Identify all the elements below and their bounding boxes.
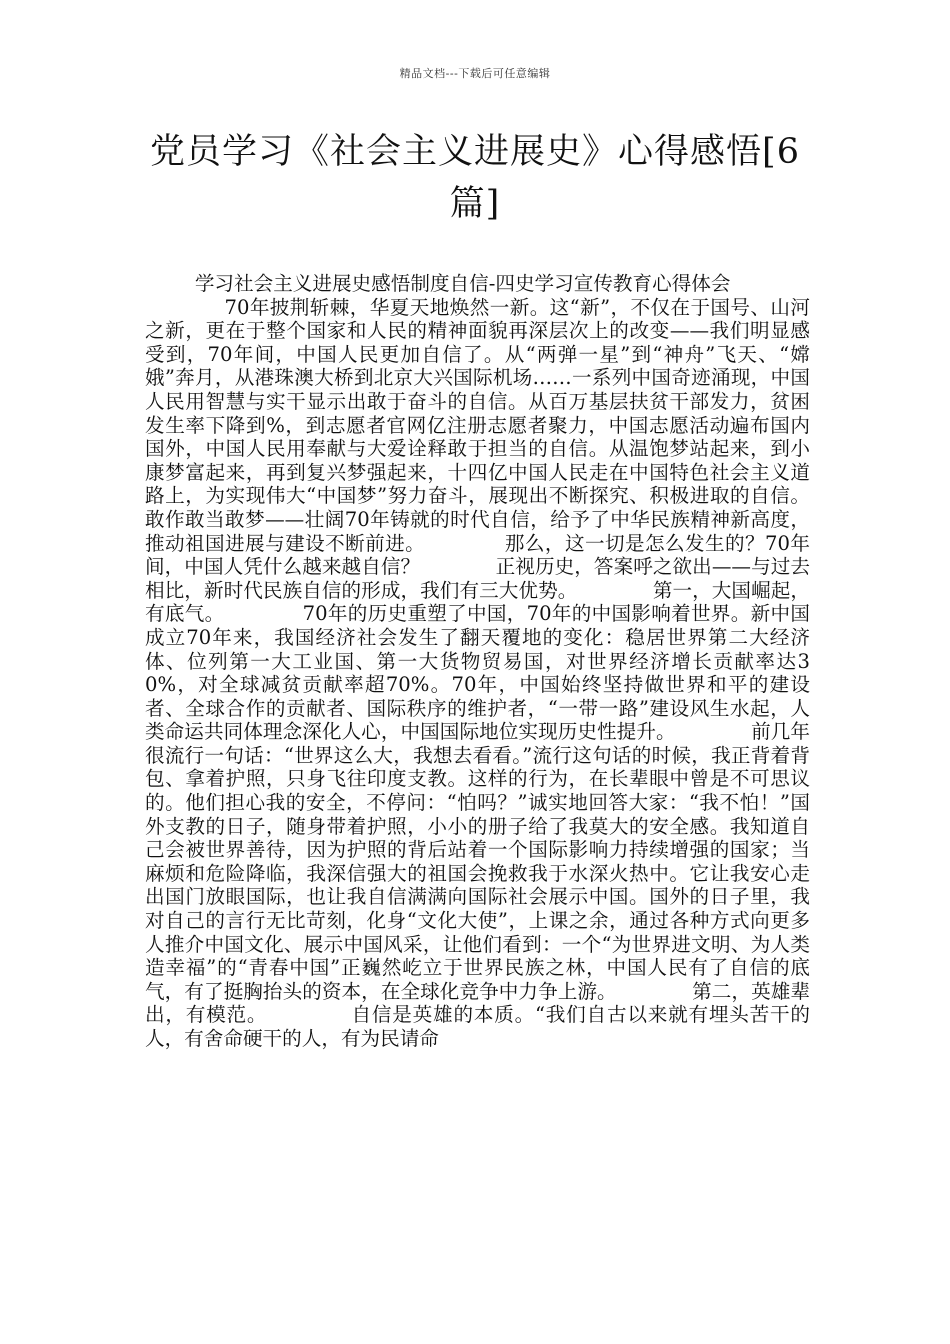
document-subtitle: 学习社会主义进展史感悟制度自信-四史学习宣传教育心得体会 [145, 272, 731, 295]
page-header: 精品文档---下载后可任意编辑 [399, 67, 551, 80]
document-title: 党员学习《社会主义进展史》心得感悟[6篇] [150, 132, 800, 224]
body-paragraph: 70年披荆斩棘，华夏天地焕然一新。这“新”，不仅在于国号、山河之新，更在于整个国家和人民的精神面貌再深层次上的改变——我们明显感受到，70年间，中国人民更加自信了。从“两弹一星”到“神舟”飞天、“嫦娥”奔月，从港珠澳大桥到北京大兴国际机场……一系列中国奇迹涌现，中国人民用智慧与实干显示出敢于奋斗的自信。从百万基层扶贫干部发力，贫困发生率下降到%，到志愿者官网亿注册志愿者聚力，中国志愿活动遍布国内国外，中国人民用奉献与大爱诠释敢于担当的自信。从温饱梦站起来，到小康梦富起来，再到复兴梦强起来，十四亿中国人民走在中国特色社会主义道路上，为实现伟大“中国梦”努力奋斗，展现出不断探究、积极进取的自信。敢作敢当敢梦——壮阔70年铸就的时代自信，给予了中华民族精神新高度，推动祖国进展与建设不断前进。 那么，这一切是怎么发生的？70年间，中国人凭什么越来越自信？ 正视历史，答案呼之欲出——与过去相比，新时代民族自信的形成，我们有三大优势。 第一，大国崛起，有底气。 70年的历史重塑了中国，70年的中国影响着世界。新中国成立70年来，我国经济社会发生了翻天覆地的变化：稳居世界第二大经济体、位列第一大工业国、第一大货物贸易国，对世界经济增长贡献率达30%，对全球减贫贡献率超70%。70年，中国始终坚持做世界和平的建设者、全球合作的贡献者、国际秩序的维护者，“一带一路”建设风生水起，人类命运共同体理念深化人心，中国国际地位实现历史性提升。 前几年很流行一句话：“世界这么大，我想去看看。”流行这句话的时候，我正背着背包、拿着护照，只身飞往印度支教。这样的行为，在长辈眼中曾是不可思议的。他们担心我的安全，不停问：“怕吗？”诚实地回答大家：“我不怕！”国外支教的日子，随身带着护照，小小的册子给了我莫大的安全感。我知道自己会被世界善待，因为护照的背后站着一个国际影响力持续增强的国家；当麻烦和危险降临，我深信强大的祖国会挽救我于水深火热中。它让我安心走出国门放眼国际，也让我自信满满向国际社会展示中国。国外的日子里，我对自己的言行无比苛刻，化身“文化大使”，上课之余，通过各种方式向更多人推介中国文化、展示中国风采，让他们看到：一个“为世界进文明、为人类造幸福”的“青春中国”正巍然屹立于世界民族之林，中国人民有了自信的底气，有了挺胸抬头的资本，在全球化竞争中力争上游。 第二，英雄辈出，有模范。 自信是英雄的本质。“我们自古以来就有埋头苦干的人，有舍命硬干的人，有为民请命 [145, 295, 810, 1050]
document-body [145, 272, 810, 1051]
